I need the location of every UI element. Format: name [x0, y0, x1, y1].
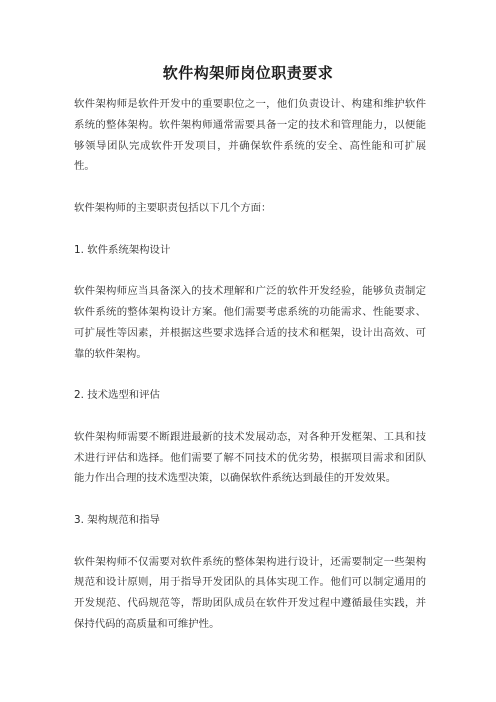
- section-1-body: 软件架构师应当具备深入的技术理解和广泛的软件开发经验，能够负责制定软件系统的整体架构设计方案。他们需要考虑系统的功能需求、性能要求、可扩展性等因素，并根据这些要求选择合适的技术和框架，设计出高效、可靠的软件架构。: [74, 285, 426, 360]
- document-title: 软件构架师岗位职责要求: [162, 64, 334, 82]
- section-2-heading: 2. 技术选型和评估: [74, 389, 160, 402]
- section-1-heading: 1. 软件系统架构设计: [74, 243, 171, 256]
- section-2-body: 软件架构师需要不断跟进最新的技术发展动态，对各种开发框架、工具和技术进行评估和选择。他们需要了解不同技术的优劣势，根据项目需求和团队能力作出合理的技术选型决策，以确保软件系统达到最佳的开发效果。: [74, 430, 426, 485]
- lead-in-paragraph: 软件架构师的主要职责包括以下几个方面：: [74, 201, 272, 214]
- section-3-body: 软件架构师不仅需要对软件系统的整体架构进行设计，还需要制定一些架构规范和设计原则，用于指导开发团队的具体实现工作。他们可以制定通用的开发规范、代码规范等，帮助团队成员在软件开发过程中遵循最佳实践，并保持代码的高质量和可维护性。: [74, 555, 426, 630]
- intro-paragraph: 软件架构师是软件开发中的重要职位之一，他们负责设计、构建和维护软件系统的整体架构。软件架构师通常需要具备一定的技术和管理能力，以便能够领导团队完成软件开发项目，并确保软件系统的安全、高性能和可扩展性。: [74, 98, 426, 173]
- document-body: [74, 94, 426, 635]
- section-3-heading: 3. 架构规范和指导: [74, 513, 160, 526]
